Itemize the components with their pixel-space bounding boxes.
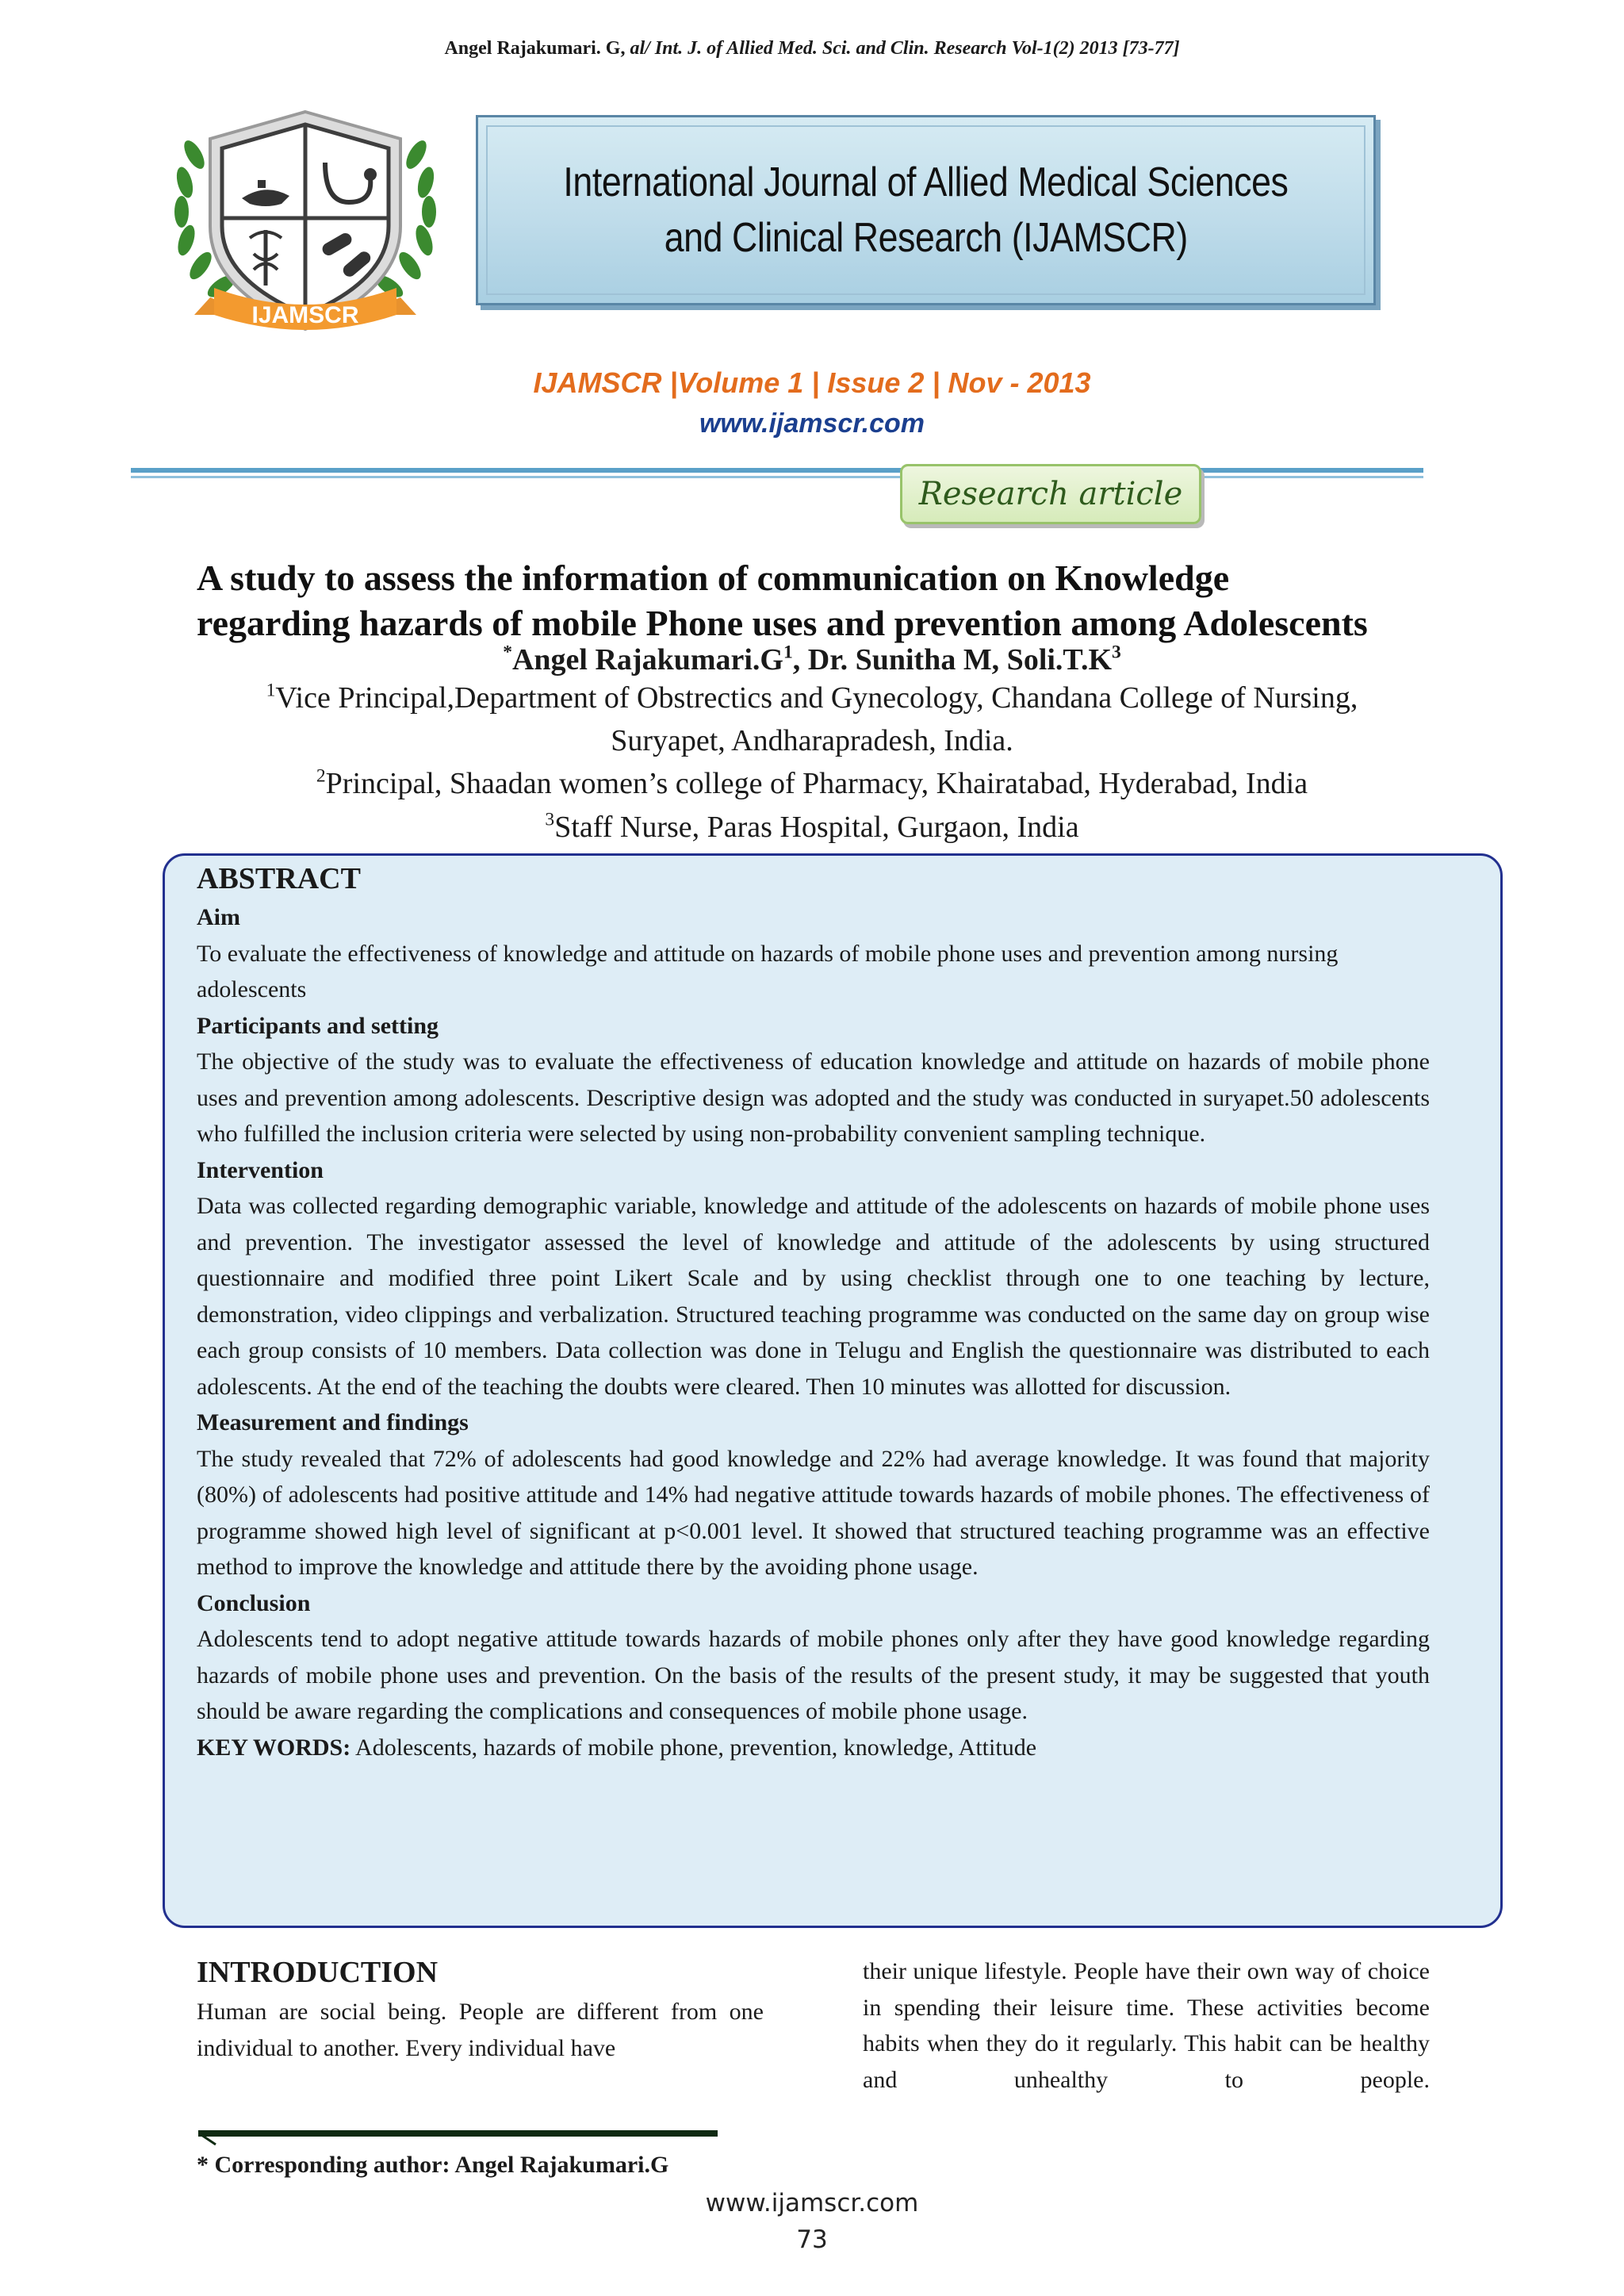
- author-2-3: , Dr. Sunitha M, Soli.T.K: [792, 643, 1113, 677]
- affiliation-2-number: 2: [316, 765, 326, 787]
- journal-name-line1: International Journal of Allied Medical Sciences: [563, 159, 1289, 205]
- journal-website-link[interactable]: www.ijamscr.com: [699, 408, 925, 439]
- participants-heading: Participants and setting: [197, 1012, 439, 1039]
- keywords: [197, 1730, 1430, 1766]
- article-title-line1: A study to assess the information of communication on Knowledge: [197, 558, 1230, 598]
- introduction-column-left: [197, 1951, 764, 2066]
- article-title: [197, 555, 1434, 646]
- page-number: 73: [796, 2225, 828, 2254]
- affiliation-3-text: Staff Nurse, Paras Hospital, Gurgaon, India: [554, 811, 1079, 844]
- measurement-heading: Measurement and findings: [197, 1409, 469, 1435]
- author-3-affil: 3: [1112, 642, 1121, 663]
- author-1: Angel Rajakumari.G: [511, 643, 783, 677]
- issue-info: IJAMSCR |Volume 1 | Issue 2 | Nov - 2013: [533, 366, 1091, 399]
- running-header-journal: / Int. J. of Allied Med. Sci. and Clin. Research Vol-1(2) 2013 [73-77]: [645, 38, 1180, 59]
- affiliation-2: [0, 766, 1624, 801]
- abstract-content: [197, 858, 1430, 1765]
- affiliation-3: [0, 810, 1624, 845]
- abstract-heading: ABSTRACT: [197, 862, 361, 895]
- measurement-text: The study revealed that 72% of adolescents had good knowledge and 22% had average knowledge. It was found that majority (80%) of adolescents had positive attitude and 14% had negative attitude towards hazards of mobile phones. The effectiveness of programme showed high level of significant at p<0.001 level. It showed that structured teaching programme was an effective method to improve the knowledge and attitude there by the avoiding phone usage.: [197, 1445, 1430, 1580]
- intervention-text: Data was collected regarding demographic variable, knowledge and attitude of the adolescents on hazards of mobile phone uses and prevention. The investigator assessed the level of knowledge and attitude of the adolescents by using structured questionnaire and modified three point Likert Scale and by using checklist through one to one teaching by lecture, demonstration, video clippings and verbalization. Structured teaching programme was conducted on the same day on group wise each group consists of 10 members. Data collection was done in Telugu and English the questionnaire was distributed to each adolescents. At the end of the teaching the doubts were cleared. Then 10 minutes was allotted for discussion.: [197, 1193, 1430, 1400]
- keywords-text: Adolescents, hazards of mobile phone, prevention, knowledge, Attitude: [350, 1734, 1037, 1761]
- participants-text: The objective of the study was to evaluate the effectiveness of education knowledge and attitude on hazards of mobile phone uses and prevention among adolescents. Descriptive design was adopted and the study was conducted in suryapet.50 adolescents who fulfilled the inclusion criteria were selected by using non-probability convenient sampling technique.: [197, 1048, 1430, 1147]
- footnote-rule-tick: [200, 2133, 217, 2146]
- journal-logo: [163, 107, 448, 345]
- intervention-heading: Intervention: [197, 1156, 324, 1183]
- affiliation-3-number: 3: [545, 809, 555, 830]
- article-title-line2: regarding hazards of mobile Phone uses and prevention among Adolescents: [197, 603, 1368, 643]
- running-header: [0, 38, 1624, 59]
- affiliation-1-text: Vice Principal,Department of Obstrectics and Gynecology, Chandana College of Nursing,: [275, 681, 1358, 715]
- aim-text: To evaluate the effectiveness of knowledge and attitude on hazards of mobile phone uses and prevention among nursing adolescents: [197, 940, 1339, 1002]
- journal-banner: [476, 115, 1376, 305]
- conclusion-text: Adolescents tend to adopt negative attitude towards hazards of mobile phones only after they have good knowledge regarding hazards of mobile phone uses and prevention. On the basis of the results of the present study, it may be suggested that youth should be aware regarding the complications and consequences of mobile phone usage.: [197, 1626, 1430, 1724]
- conclusion-heading: Conclusion: [197, 1589, 311, 1616]
- header-rule-secondary: [131, 476, 1423, 478]
- affiliation-1-number: 1: [266, 680, 276, 701]
- corresponding-author-note: * Corresponding author: Angel Rajakumari.G: [197, 2152, 669, 2178]
- footer-website-link[interactable]: www.ijamscr.com: [705, 2189, 919, 2217]
- logo-ribbon-text: IJAMSCR: [251, 302, 359, 328]
- affiliation-1: [0, 680, 1624, 715]
- header-rule: [131, 468, 1423, 473]
- article-type-badge: Research article: [900, 464, 1201, 524]
- keywords-label: KEY WORDS:: [197, 1734, 351, 1761]
- affiliation-1-cont-text: Suryapet, Andharapradesh, India.: [611, 724, 1013, 757]
- introduction-text-right: their unique lifestyle. People have their own way of choice in spending their leisure time. These activities become habits when they do it regularly. This habit can be healthy and unhealthy to people.: [863, 1958, 1430, 2093]
- corresponding-marker: *: [503, 642, 512, 663]
- affiliation-1-cont: [0, 723, 1624, 758]
- introduction-heading: INTRODUCTION: [197, 1956, 439, 1989]
- introduction-text-left: Human are social being. People are different from one individual to another. Every individual have: [197, 1999, 764, 2061]
- introduction-column-right: [863, 1953, 1430, 2098]
- journal-name-line2: and Clinical Research (IJAMSCR): [664, 215, 1188, 261]
- author-list: [0, 642, 1624, 677]
- footnote-rule: [198, 2130, 718, 2137]
- affiliation-2-text: Principal, Shaadan women’s college of Pharmacy, Khairatabad, Hyderabad, India: [325, 767, 1308, 800]
- author-1-affil: 1: [783, 642, 793, 663]
- aim-heading: Aim: [197, 904, 240, 930]
- running-header-authors: Angel Rajakumari. G,: [444, 38, 626, 59]
- running-header-etal: al: [630, 38, 645, 59]
